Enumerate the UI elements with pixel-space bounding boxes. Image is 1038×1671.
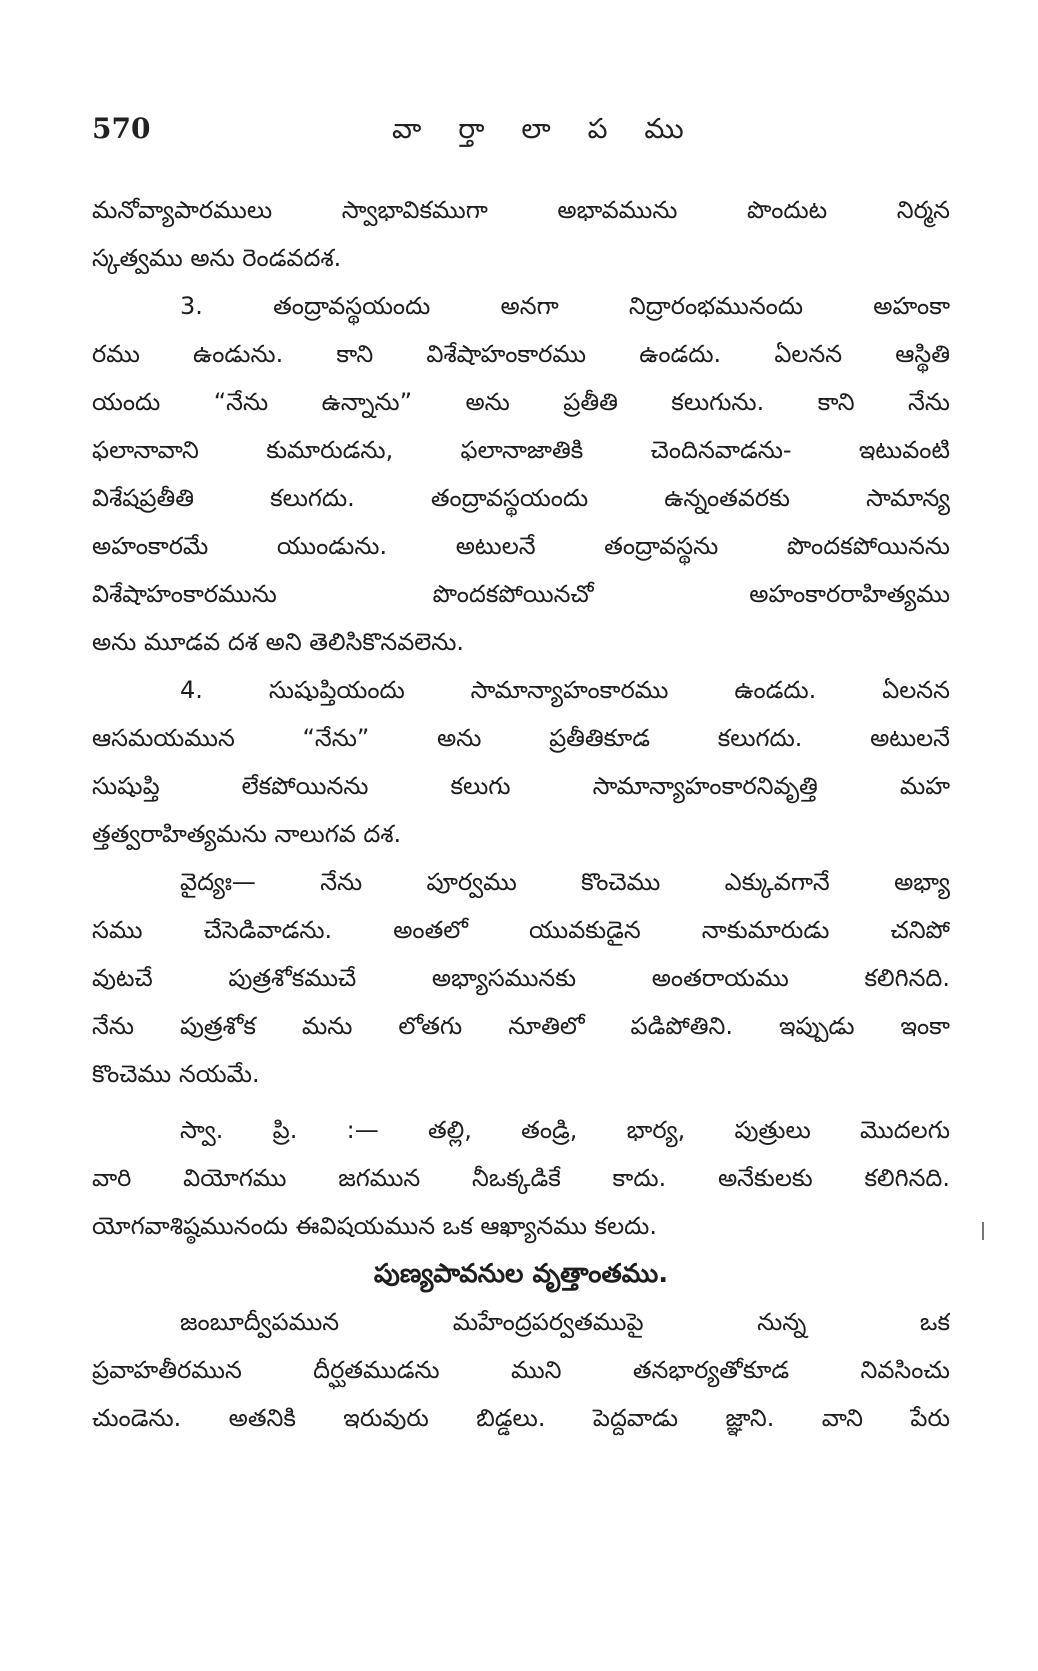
text-line: అను మూడవ దశ అని తెలిసికొనవలెను. [92, 628, 465, 656]
page-header [92, 112, 947, 162]
text-line: వారి వియోగము జగమున నీఒక్కడికే కాదు. అనేకులకు కలిగినది. [92, 1164, 950, 1192]
text-line: ఫలానావాని కుమారుడను, ఫలానాజాతికి చెందినవాడను- ఇటువంటి [92, 436, 950, 464]
text-line: విశేషాహంకారమును పొందకపోయినచో అహంకారరాహిత్యము [92, 580, 950, 608]
text-line: నేను పుత్రశోక మను లోతగు నూతిలో పడిపోతిని. ఇప్పుడు ఇంకా [92, 1012, 950, 1040]
text-line: ఆసమయమున “నేను” అను ప్రతీతికూడ కలుగదు. అటులనే [92, 724, 950, 752]
paragraph-start-line: జంబూద్వీపమున మహేంద్రపర్వతముపై నున్న ఒక [180, 1308, 950, 1336]
running-title: వా ర్తా లా ప ము [392, 112, 698, 145]
text-line: వుటచే పుత్రశోకముచే అభ్యాసమునకు అంతరాయము కలిగినది. [92, 964, 950, 992]
text-line: యందు “నేను ఉన్నాను” అను ప్రతీతి కలుగును. కాని నేను [92, 388, 950, 416]
text-line: చుండెను. అతనికి ఇరువురు బిడ్డలు. పెద్దవాడు జ్ఞాని. వాని పేరు [92, 1404, 950, 1432]
text-line: సము చేసెడివాడను. అంతలో యువకుడైన నాకుమారుడు చనిపో [92, 916, 950, 944]
text-line: యోగవాశిష్ఠమునందు ఈవిషయమున ఒక ఆఖ్యానము కలదు. [92, 1212, 657, 1240]
text-line: సుషుప్తి లేకపోయినను కలుగు సామాన్యాహంకారనివృత్తి మహ [92, 772, 950, 800]
text-line: త్తత్వరాహిత్యమను నాలుగవ దశ. [92, 820, 402, 848]
paragraph-start-line: 3. తంద్రావస్థయందు అనగా నిద్రారంభమునందు అహంకా [180, 292, 950, 320]
page-number: 570 [92, 112, 151, 145]
text-line: ప్రవాహతీరమున దీర్ఘతముడను ముని తనభార్యతోకూడ నివసించు [92, 1356, 950, 1384]
paragraph-start-line: వైద్యః— నేను పూర్వము కొంచెము ఎక్కువగానే అభ్యా [180, 868, 950, 896]
text-line: మనోవ్యాపారములు స్వాభావికముగా అభావమును పొందుట నిర్మన [92, 196, 950, 224]
paragraph-start-line: స్వా. ప్రి. :— తల్లి, తండ్రి, భార్య, పుత్రులు మొదలగు [180, 1116, 950, 1144]
text-line: రము ఉండును. కాని విశేషాహంకారము ఉండదు. ఏలనన ఆస్థితి [92, 340, 950, 368]
paragraph-start-line: 4. సుషుప్తియందు సామాన్యాహంకారము ఉండదు. ఏలనన [180, 676, 950, 704]
text-line: విశేషప్రతీతి కలుగదు. తంద్రావస్థయందు ఉన్నంతవరకు సామాన్య [92, 484, 950, 512]
text-line: అహంకారమే యుండును. అటులనే తంద్రావస్థను పొందకపోయినను [92, 532, 950, 560]
text-line: కొంచెము నయమే. [92, 1060, 260, 1088]
margin-mark [982, 1222, 984, 1240]
body-text [92, 186, 950, 1442]
section-heading: పుణ్యపావనుల వృత్తాంతము. [373, 1259, 669, 1289]
text-line: స్కత్వము అను రెండవదశ. [92, 244, 342, 272]
